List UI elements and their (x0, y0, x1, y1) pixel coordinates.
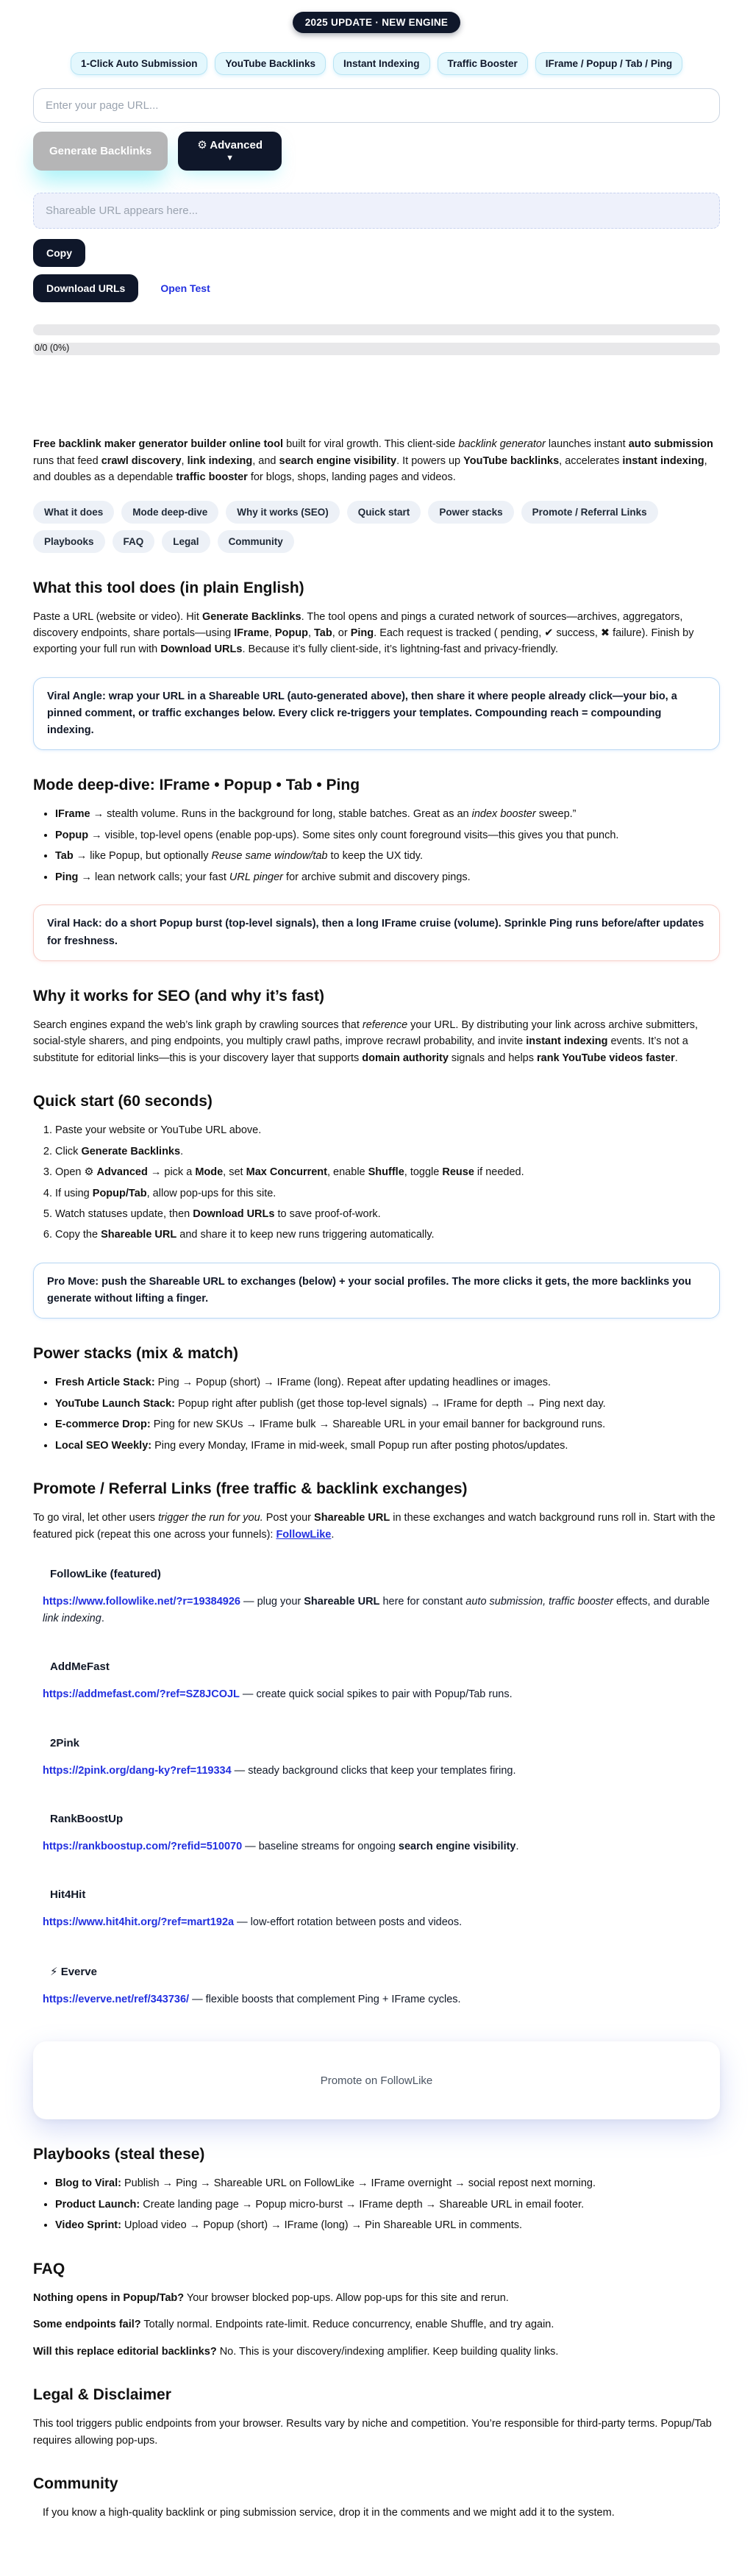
inline-link[interactable]: https://addmefast.com/?ref=SZ8JCOJL (43, 1688, 240, 1701)
referral-card-followlike (33, 1568, 720, 1627)
results-area (33, 355, 720, 426)
quick-step: 6. Copy the Shareable URL and share it to keep new runs triggering automatically. (55, 1227, 720, 1243)
mode-bullet-tab: • Tab → like Popup, but optionally Reuse same window/tab to keep the UX tidy. (55, 848, 720, 864)
stack-youtube-launch: • YouTube Launch Stack: Popup right after publish (get those top-level signals) → IFrame for depth → Ping next day. (55, 1396, 720, 1412)
referral-card-line: https://www.hit4hit.org/?ref=mart192a — low-effort rotation between posts and videos. (43, 1916, 463, 1929)
quick-step: 1. Paste your website or YouTube URL above. (55, 1122, 720, 1138)
section-title-community: Community (33, 2475, 118, 2493)
stack-ecommerce-drop: • E-commerce Drop: Ping for new SKUs → IFrame bulk → Shareable URL in your email banner for background runs. (55, 1416, 720, 1433)
nav-chip-why-it-works[interactable]: Why it works (SEO) (226, 501, 340, 524)
progress-bar (33, 324, 720, 335)
playbook-product-launch: • Product Launch: Create landing page → Popup micro-burst → IFrame depth → Shareable URL in email footer. (55, 2197, 720, 2213)
referral-card-hit4hit (33, 1888, 720, 1930)
feature-chip-traffic-booster: Traffic Booster (438, 52, 528, 75)
quick-step: 2. Click Generate Backlinks. (55, 1143, 720, 1160)
quick-step: 5. Watch statuses update, then Download URLs to save proof-of-work. (55, 1206, 720, 1222)
referral-card-addmefast (33, 1660, 720, 1702)
stack-fresh-article: • Fresh Article Stack: Ping → Popup (short) → IFrame (long). Repeat after updating headlines or images. (55, 1374, 720, 1391)
promote-intro: To go viral, let other users trigger the run for you. Post your Shareable URL in these exchanges and watch background runs roll in. Start with the featured pick (repeat this one across your funnels): FollowLike. (33, 1512, 715, 1541)
section-title-playbooks: Playbooks (steal these) (33, 2146, 205, 2163)
section-title-legal: Legal & Disclaimer (33, 2386, 171, 2404)
power-stacks-list (33, 1374, 720, 1454)
copy-button[interactable]: Copy (33, 239, 85, 267)
download-row (33, 274, 720, 302)
inline-link[interactable]: https://everve.net/ref/343736/ (43, 1993, 190, 2005)
nav-chip-what-it-does[interactable]: What it does (33, 501, 114, 524)
promote-followlike-card[interactable] (33, 2041, 720, 2119)
playbook-blog-to-viral: • Blog to Viral: Publish → Ping → Shareable URL on FollowLike → IFrame overnight → social repost next morning. (55, 2175, 720, 2191)
quick-step: 4. If using Popup/Tab, allow pop-ups for this site. (55, 1185, 720, 1202)
section-title-power-stacks: Power stacks (mix & match) (33, 1345, 238, 1363)
advanced-label: ⚙ Advanced (197, 139, 263, 151)
inline-link[interactable]: FollowLike (276, 1528, 332, 1541)
progress-status: 0/0 (0%) (33, 343, 720, 355)
community-paragraph: If you know a high-quality backlink or ping submission service, drop it in the comments and we might add it to the system. (43, 2507, 615, 2519)
page-url-input[interactable] (33, 88, 720, 123)
referral-card-title: AddMeFast (50, 1660, 110, 1674)
mode-bullet-iframe: • IFrame → stealth volume. Runs in the background for long, stable batches. Great as an index booster sweep.” (55, 806, 720, 822)
section-title-what: What this tool does (in plain English) (33, 579, 304, 596)
faq-item-editorial-backlinks: Will this replace editorial backlinks? No. This is your discovery/indexing amplifier. Keep building quality links. (33, 2345, 559, 2358)
playbooks-list (33, 2175, 720, 2233)
section-title-faq: FAQ (33, 2260, 65, 2277)
why-paragraph: Search engines expand the web’s link graph by crawling sources that reference your URL. By distributing your link across archive submitters, social-style sharers, and ping endpoints, you multiply crawl paths, improve recrawl probability, and invite instant indexing events. It’s not a substitute for editorial links—this is your discovery layer that supports domain authority signals and helps rank YouTube videos faster. (33, 1018, 699, 1064)
inline-link[interactable]: https://www.hit4hit.org/?ref=mart192a (43, 1916, 235, 1929)
inline-link[interactable]: https://2pink.org/dang-ky?ref=119334 (43, 1764, 232, 1777)
referral-card-title: Hit4Hit (50, 1888, 86, 1902)
open-test-link[interactable]: Open Test (160, 282, 210, 295)
section-title-promote: Promote / Referral Links (free traffic & backlink exchanges) (33, 1480, 468, 1498)
intro-paragraph: Free backlink maker generator builder online tool built for viral growth. This client-side backlink generator launches instant auto submission runs that feed crawl discovery, link indexing, and search engine visibility. It powers up YouTube backlinks, accelerates instant indexing, and doubles as a dependable traffic booster for blogs, shops, landing pages and videos. (33, 438, 713, 484)
download-urls-button[interactable]: Download URLs (33, 274, 138, 302)
pro-move-callout: Pro Move: push the Shareable URL to exchanges (below) + your social profiles. The more clicks it gets, the more backlinks you generate without lifting a finger. (33, 1263, 720, 1319)
referral-card-2pink (33, 1737, 720, 1779)
playbook-video-sprint: • Video Sprint: Upload video → Popup (short) → IFrame (long) → Pin Shareable URL in comments. (55, 2217, 720, 2233)
feature-chip-row (33, 52, 720, 75)
mode-bullet-list (33, 806, 720, 885)
section-nav (33, 501, 720, 553)
feature-chip-modes: IFrame / Popup / Tab / Ping (535, 52, 682, 75)
nav-chip-faq[interactable]: FAQ (113, 530, 155, 553)
referral-card-line: https://2pink.org/dang-ky?ref=119334 — steady background clicks that keep your templates firing. (43, 1764, 516, 1777)
page-bottom-spacer (33, 2532, 720, 2576)
what-paragraph: Paste a URL (website or video). Hit Generate Backlinks. The tool opens and pings a curated network of sources—archives, aggregators, discovery endpoints, share portals—using IFrame, Popup, Tab, or Ping. Each request is tracked ( pending, ✔ success, ✖ failure). Finish by exporting your full run with Download URLs. Because it’s fully client-side, it’s lightning-fast and privacy-friendly. (33, 610, 694, 656)
inline-link[interactable]: https://rankboostup.com/?refid=510070 (43, 1841, 243, 1852)
feature-chip-auto-submission: 1-Click Auto Submission (71, 52, 208, 75)
referral-card-everve (33, 1965, 720, 2008)
referral-card-line: https://rankboostup.com/?refid=510070 — baseline streams for ongoing search engine visibility. (43, 1841, 519, 1852)
chevron-down-icon: ▼ (226, 154, 235, 163)
faq-item-popup-tab: Nothing opens in Popup/Tab? Your browser blocked pop-ups. Allow pop-ups for this site and rerun. (33, 2291, 509, 2304)
quick-start-steps (33, 1122, 720, 1244)
stack-local-seo: • Local SEO Weekly: Ping every Monday, IFrame in mid-week, small Popup run after posting photos/updates. (55, 1438, 720, 1454)
viral-angle-callout: Viral Angle: wrap your URL in a Shareable URL (auto-generated above), then share it where people already click—your bio, a pinned comment, or traffic exchanges below. Every click re-triggers your templates. Compounding reach = compounding indexing. (33, 677, 720, 751)
generate-backlinks-button[interactable]: Generate Backlinks (33, 132, 168, 171)
advanced-toggle-button[interactable] (178, 132, 282, 171)
nav-chip-legal[interactable]: Legal (162, 530, 210, 553)
nav-chip-playbooks[interactable]: Playbooks (33, 530, 105, 553)
nav-chip-quick-start[interactable]: Quick start (347, 501, 421, 524)
shareable-url-field[interactable] (33, 193, 720, 229)
mode-bullet-popup: • Popup → visible, top-level opens (enable pop-ups). Some sites only count foreground visits—this gives you that punch. (55, 827, 720, 843)
referral-card-title: ⚡ Everve (50, 1965, 97, 1978)
controls-row (33, 132, 720, 171)
viral-hack-callout: Viral Hack: do a short Popup burst (top-level signals), then a long IFrame cruise (volume). Sprinkle Ping runs before/after updates for freshness. (33, 905, 720, 960)
page-container (33, 12, 720, 2576)
nav-chip-mode-deep-dive[interactable]: Mode deep-dive (121, 501, 218, 524)
nav-chip-power-stacks[interactable]: Power stacks (428, 501, 513, 524)
nav-chip-community[interactable]: Community (218, 530, 294, 553)
referral-card-rankboostup (33, 1813, 720, 1855)
referral-card-line: https://addmefast.com/?ref=SZ8JCOJL — create quick social spikes to pair with Popup/Tab runs. (43, 1688, 513, 1701)
referral-card-title: FollowLike (featured) (50, 1568, 161, 1581)
section-title-quick-start: Quick start (60 seconds) (33, 1093, 213, 1110)
faq-item-endpoints-fail: Some endpoints fail? Totally normal. Endpoints rate-limit. Reduce concurrency, enable Shuffle, and try again. (33, 2319, 554, 2331)
referral-card-title: RankBoostUp (50, 1813, 124, 1825)
promote-followlike-label: Promote on FollowLike (320, 2074, 433, 2087)
referral-card-title: 2Pink (50, 1736, 80, 1749)
inline-link[interactable]: https://www.followlike.net/?r=19384926 (43, 1596, 241, 1608)
referral-card-line: https://everve.net/ref/343736/ — flexible boosts that complement Ping + IFrame cycles. (43, 1993, 461, 2005)
legal-paragraph: This tool triggers public endpoints from your browser. Results vary by niche and competition. You’re responsible for third-party terms. Popup/Tab requires allowing pop-ups. (33, 2418, 712, 2447)
quick-step: 3. Open ⚙ Advanced → pick a Mode, set Max Concurrent, enable Shuffle, toggle Reuse if needed. (55, 1164, 720, 1180)
nav-chip-promote[interactable]: Promote / Referral Links (521, 501, 658, 524)
feature-chip-instant-indexing: Instant Indexing (333, 52, 430, 75)
section-title-mode: Mode deep-dive: IFrame • Popup • Tab • Ping (33, 777, 360, 794)
section-title-why: Why it works for SEO (and why it’s fast) (33, 987, 324, 1005)
update-badge: 2025 UPDATE · NEW ENGINE (293, 12, 461, 33)
feature-chip-youtube-backlinks: YouTube Backlinks (215, 52, 326, 75)
referral-card-line: https://www.followlike.net/?r=19384926 — plug your Shareable URL here for constant auto submission, traffic booster effects, and durable link indexing. (43, 1596, 710, 1624)
mode-bullet-ping: • Ping → lean network calls; your fast URL pinger for archive submit and discovery pings. (55, 869, 720, 885)
